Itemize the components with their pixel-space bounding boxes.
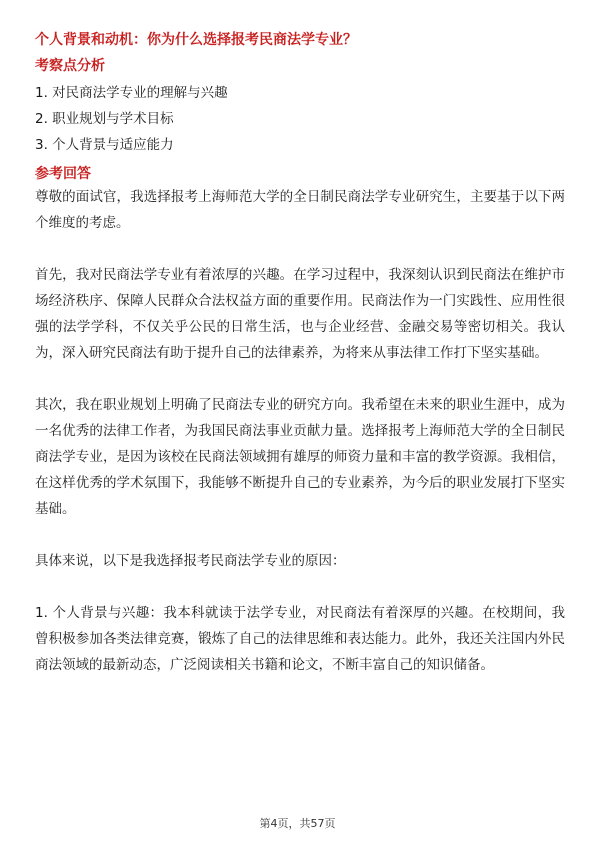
paragraph-gap <box>35 574 565 600</box>
analysis-heading: 考察点分析 <box>35 58 105 74</box>
document-page <box>35 30 565 678</box>
analysis-point: 1. 对民商法学专业的理解与兴趣 <box>35 85 228 101</box>
analysis-point: 3. 个人背景与适应能力 <box>35 137 174 153</box>
paragraph-gap <box>35 236 565 262</box>
answer-paragraph-career: 其次，我在职业规划上明确了民商法专业的研究方向。我希望在未来的职业生涯中，成为一名优秀的法律工作者，为我国民商法事业贡献力量。选择报考上海师范大学的全日制民商法学专业，是因为该校在民商法领域拥有雄厚的师资力量和丰富的教学资源。我相信，在这样优秀的学术氛围下，我能够不断提升自己的专业素养，为今后的职业发展打下坚实基础。 <box>35 397 565 517</box>
paragraph-gap <box>35 522 565 548</box>
analysis-point: 2. 职业规划与学术目标 <box>35 111 174 127</box>
page-number-footer: 第4页，共57页 <box>259 817 336 830</box>
paragraph-gap <box>35 366 565 392</box>
answer-heading: 参考回答 <box>35 166 91 182</box>
analysis-points <box>35 80 565 158</box>
answer-paragraph-interest: 首先，我对民商法学专业有着浓厚的兴趣。在学习过程中，我深刻认识到民商法在维护市场经济秩序、保障人民群众合法权益方面的重要作用。民商法作为一门实践性、应用性很强的法学学科，不仅关乎公民的日常生活，也与企业经营、金融交易等密切相关。我认为，深入研究民商法有助于提升自己的法律素养，为将来从事法律工作打下坚实基础。 <box>35 267 565 361</box>
answer-paragraph-reason-1: 1. 个人背景与兴趣：我本科就读于法学专业，对民商法有着深厚的兴趣。在校期间，我曾积极参加各类法律竞赛，锻炼了自己的法律思维和表达能力。此外，我还关注国内外民商法领域的最新动态，广泛阅读相关书籍和论文，不断丰富自己的知识储备。 <box>35 605 565 673</box>
question-title: 个人背景和动机：你为什么选择报考民商法学专业？ <box>35 32 357 48</box>
answer-paragraph-reasons-lead: 具体来说，以下是我选择报考民商法学专业的原因： <box>35 553 346 569</box>
answer-paragraph-intro: 尊敬的面试官，我选择报考上海师范大学的全日制民商法学专业研究生，主要基于以下两个维度的考虑。 <box>35 189 565 231</box>
